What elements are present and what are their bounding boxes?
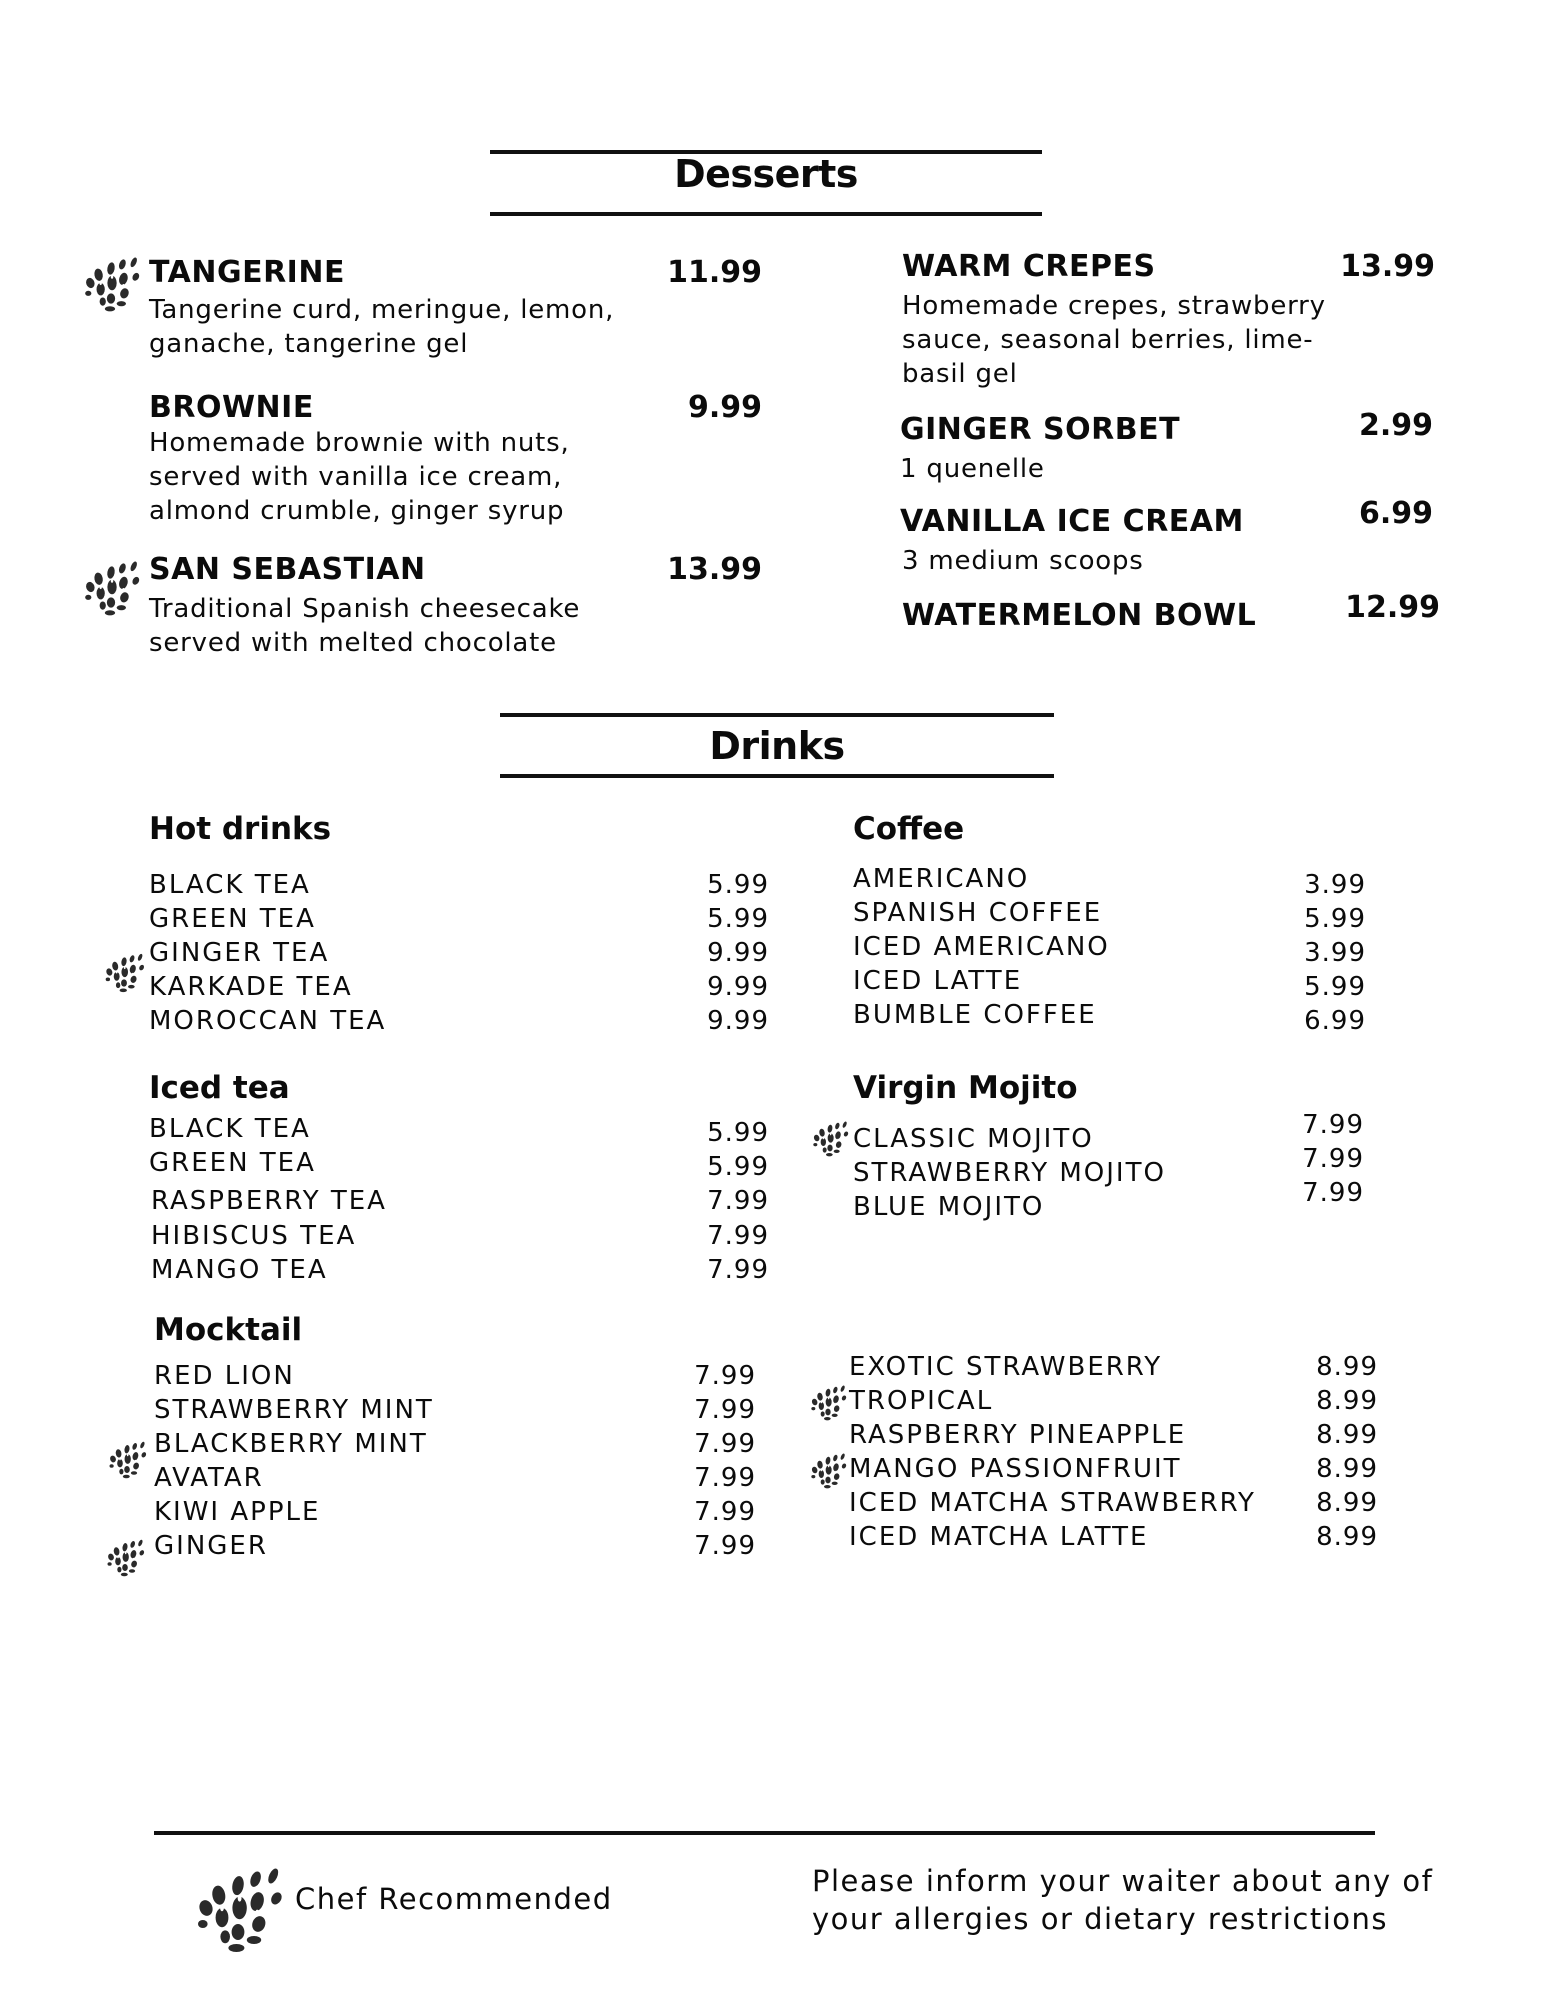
dessert-description: Tangerine curd, meringue, lemon, ganache, tangerine gel xyxy=(149,295,615,359)
menu-item-price: 3.99 xyxy=(1304,870,1366,900)
menu-item-price: 7.99 xyxy=(694,1463,756,1493)
menu-item-price: 7.99 xyxy=(1302,1178,1364,1208)
menu-item-name: STRAWBERRY MINT xyxy=(154,1395,434,1425)
dessert-name: TANGERINE xyxy=(149,255,345,290)
menu-item-name: HIBISCUS TEA xyxy=(151,1221,357,1251)
menu-item-price: 7.99 xyxy=(707,1186,769,1216)
drinks-bottom-rule xyxy=(500,774,1054,778)
menu-item-name: BUMBLE COFFEE xyxy=(853,1000,1097,1030)
menu-item-price: 8.99 xyxy=(1316,1522,1378,1552)
dessert-name: BROWNIE xyxy=(149,390,314,425)
menu-item-price: 6.99 xyxy=(1304,1006,1366,1036)
menu-item-name: CLASSIC MOJITO xyxy=(853,1124,1094,1154)
desserts-bottom-rule xyxy=(490,212,1042,216)
dessert-name: SAN SEBASTIAN xyxy=(149,552,426,587)
chef-recommended-icon xyxy=(808,1450,848,1490)
dessert-price: 13.99 xyxy=(667,552,762,587)
menu-item-price: 7.99 xyxy=(1302,1144,1364,1174)
menu-item-name: SPANISH COFFEE xyxy=(853,898,1103,928)
menu-item-price: 9.99 xyxy=(707,938,769,968)
chef-recommended-icon xyxy=(104,1536,146,1578)
menu-item-name: BLACKBERRY MINT xyxy=(154,1429,428,1459)
dessert-name: GINGER SORBET xyxy=(900,412,1181,447)
iced-tea-heading: Iced tea xyxy=(149,1070,290,1106)
menu-item-price: 5.99 xyxy=(707,904,769,934)
virgin-mojito-heading: Virgin Mojito xyxy=(853,1070,1078,1106)
menu-item-name: ICED AMERICANO xyxy=(853,932,1110,962)
dessert-name: WATERMELON BOWL xyxy=(902,598,1257,633)
menu-item-name: RASPBERRY PINEAPPLE xyxy=(849,1420,1187,1450)
menu-item-price: 5.99 xyxy=(707,870,769,900)
menu-item-name: MANGO PASSIONFRUIT xyxy=(849,1454,1182,1484)
menu-item-name: GREEN TEA xyxy=(149,904,316,934)
coffee-heading: Coffee xyxy=(853,811,965,847)
menu-item-name: BLUE MOJITO xyxy=(853,1192,1045,1222)
menu-item-price: 7.99 xyxy=(707,1221,769,1251)
dessert-description: 3 medium scoops xyxy=(902,546,1144,576)
menu-item-name: GINGER TEA xyxy=(149,938,330,968)
menu-item-price: 7.99 xyxy=(707,1255,769,1285)
menu-item-price: 5.99 xyxy=(707,1118,769,1148)
chef-recommended-icon xyxy=(80,252,142,314)
menu-item-name: BLACK TEA xyxy=(149,1114,311,1144)
menu-item-price: 7.99 xyxy=(694,1361,756,1391)
chef-recommended-icon xyxy=(808,1382,848,1422)
dessert-price: 13.99 xyxy=(1340,249,1435,284)
mocktail-heading: Mocktail xyxy=(154,1312,303,1348)
menu-item-name: TROPICAL xyxy=(849,1386,994,1416)
chef-recommended-icon xyxy=(102,950,146,994)
menu-item-name: AMERICANO xyxy=(853,864,1030,894)
menu-item-name: ICED MATCHA LATTE xyxy=(849,1522,1149,1552)
menu-item-price: 8.99 xyxy=(1316,1386,1378,1416)
menu-item-name: AVATAR xyxy=(154,1463,264,1493)
menu-item-name: KARKADE TEA xyxy=(149,972,353,1002)
hot-drinks-heading: Hot drinks xyxy=(149,811,332,847)
menu-item-price: 3.99 xyxy=(1304,938,1366,968)
menu-item-price: 9.99 xyxy=(707,1006,769,1036)
drinks-title: Drinks xyxy=(709,724,845,768)
dessert-price: 11.99 xyxy=(667,255,762,290)
chef-recommended-legend: Chef Recommended xyxy=(295,1882,613,1916)
menu-item-price: 7.99 xyxy=(1302,1110,1364,1140)
menu-item-price: 5.99 xyxy=(1304,972,1366,1002)
dessert-price: 6.99 xyxy=(1358,496,1433,531)
menu-item-name: STRAWBERRY MOJITO xyxy=(853,1158,1166,1188)
menu-item-name: EXOTIC STRAWBERRY xyxy=(849,1352,1163,1382)
menu-item-price: 5.99 xyxy=(1304,904,1366,934)
menu-item-name: MANGO TEA xyxy=(151,1255,328,1285)
menu-item-name: ICED LATTE xyxy=(853,966,1023,996)
chef-recommended-icon xyxy=(80,556,142,618)
menu-item-name: GREEN TEA xyxy=(149,1148,316,1178)
menu-item-price: 7.99 xyxy=(694,1395,756,1425)
menu-item-name: BLACK TEA xyxy=(149,870,311,900)
menu-item-price: 5.99 xyxy=(707,1152,769,1182)
dessert-price: 12.99 xyxy=(1345,590,1440,625)
allergy-note-line-2: your allergies or dietary restrictions xyxy=(812,1902,1389,1936)
dessert-price: 2.99 xyxy=(1358,408,1433,443)
menu-item-price: 7.99 xyxy=(694,1531,756,1561)
dessert-description: Homemade crepes, strawberry sauce, seasonal berries, lime-basil gel xyxy=(902,291,1326,389)
menu-item-price: 8.99 xyxy=(1316,1454,1378,1484)
menu-item-name: RASPBERRY TEA xyxy=(151,1186,387,1216)
menu-item-price: 8.99 xyxy=(1316,1352,1378,1382)
chef-recommended-icon xyxy=(810,1118,850,1158)
menu-item-name: GINGER xyxy=(154,1531,268,1561)
dessert-price: 9.99 xyxy=(687,390,762,425)
chef-recommended-icon xyxy=(106,1438,148,1480)
menu-item-name: MOROCCAN TEA xyxy=(149,1006,387,1036)
footer-rule xyxy=(154,1831,1375,1835)
dessert-name: WARM CREPES xyxy=(902,249,1156,284)
dessert-name: VANILLA ICE CREAM xyxy=(900,504,1244,539)
menu-item-price: 8.99 xyxy=(1316,1488,1378,1518)
menu-item-name: KIWI APPLE xyxy=(154,1497,321,1527)
drinks-top-rule xyxy=(500,713,1054,717)
desserts-title: Desserts xyxy=(674,152,858,196)
menu-item-name: ICED MATCHA STRAWBERRY xyxy=(849,1488,1256,1518)
menu-item-price: 7.99 xyxy=(694,1429,756,1459)
menu-item-price: 9.99 xyxy=(707,972,769,1002)
menu-item-price: 7.99 xyxy=(694,1497,756,1527)
menu-item-name: RED LION xyxy=(154,1361,295,1391)
dessert-description: Traditional Spanish cheesecake served with melted chocolate xyxy=(149,594,581,658)
dessert-description: Homemade brownie with nuts, served with vanilla ice cream, almond crumble, ginger syrup xyxy=(149,428,570,526)
allergy-note-line-1: Please inform your waiter about any of xyxy=(812,1864,1434,1898)
menu-item-price: 8.99 xyxy=(1316,1420,1378,1450)
ginger-root-icon xyxy=(190,1860,286,1956)
dessert-description: 1 quenelle xyxy=(900,454,1045,484)
